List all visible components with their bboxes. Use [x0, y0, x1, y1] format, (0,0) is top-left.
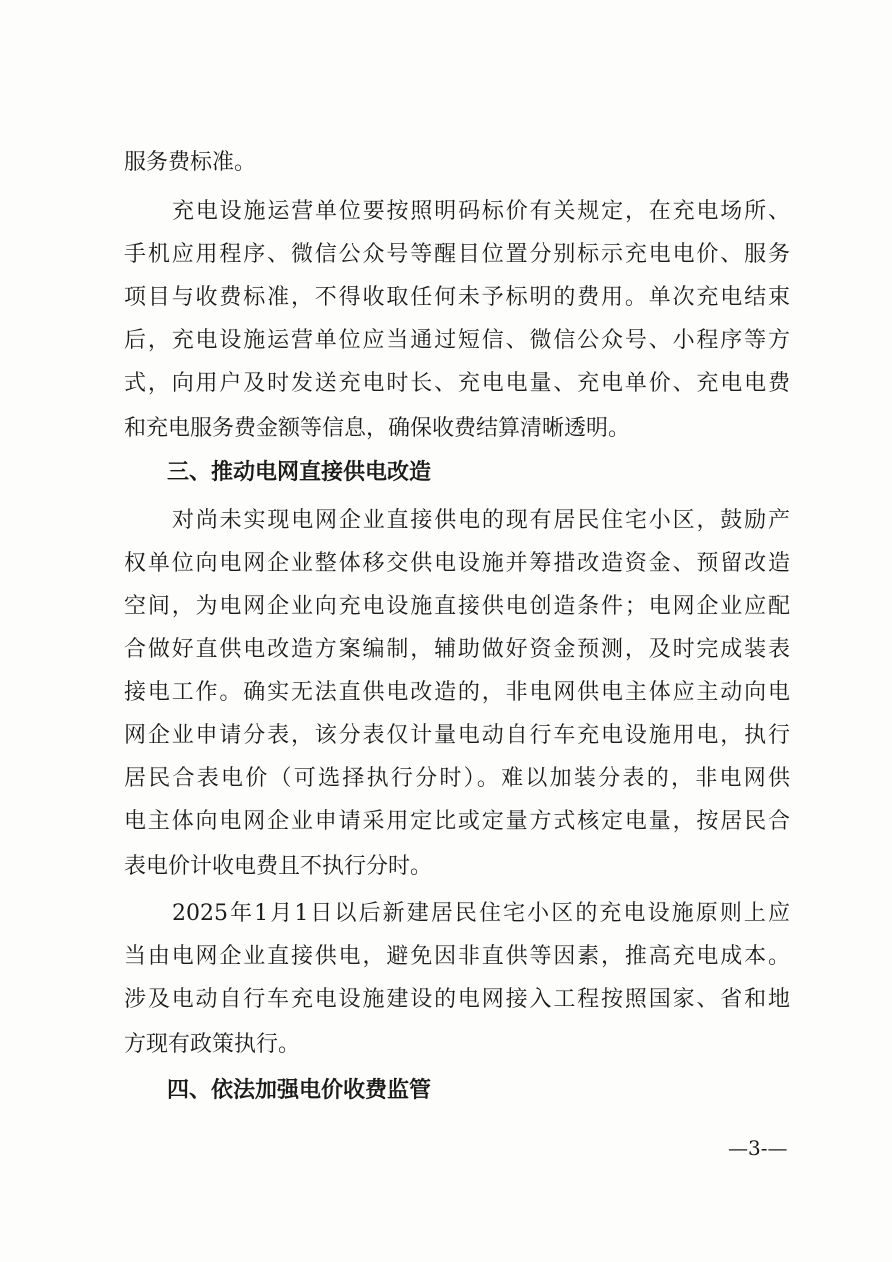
section-heading: 四、依法加强电价收费监管 [167, 1078, 432, 1103]
paragraph-line: 项目与收费标准，不得收取任何未予标明的费用。单次充电结束 [124, 285, 790, 310]
paragraph-line: 涉及电动自行车充电设施建设的电网接入工程按照国家、省和地 [124, 987, 790, 1012]
paragraph-line: 当由电网企业直接供电，避免因非直供等因素，推高充电成本。 [124, 944, 790, 969]
paragraph-line: 服务费标准。 [124, 150, 257, 175]
paragraph-line: 2025年1月1日以后新建居民住宅小区的充电设施原则上应 [172, 901, 790, 926]
paragraph-line: 合做好直供电改造方案编制，辅助做好资金预测，及时完成装表 [124, 637, 790, 662]
paragraph-line: 空间，为电网企业向充电设施直接供电创造条件；电网企业应配 [124, 594, 790, 619]
section-heading: 三、推动电网直接供电改造 [167, 460, 432, 485]
paragraph-line: 网企业申请分表，该分表仅计量电动自行车充电设施用电，执行 [124, 723, 790, 748]
paragraph-line: 电主体向电网企业申请采用定比或定量方式核定电量，按居民合 [124, 809, 790, 834]
paragraph-line: 充电设施运营单位要按照明码标价有关规定，在充电场所、 [172, 199, 790, 224]
paragraph-line: 对尚未实现电网企业直接供电的现有居民住宅小区，鼓励产 [172, 508, 790, 533]
paragraph-line: 权单位向电网企业整体移交供电设施并筹措改造资金、预留改造 [124, 551, 790, 576]
paragraph-line: 后，充电设施运营单位应当通过短信、微信公众号、小程序等方 [124, 328, 790, 353]
page-number: —3-— [728, 1136, 788, 1160]
paragraph-line: 式，向用户及时发送充电时长、充电电量、充电单价、充电电费 [124, 371, 790, 396]
paragraph-line: 手机应用程序、微信公众号等醒目位置分别标示充电电价、服务 [124, 242, 790, 267]
paragraph-line: 居民合表电价（可选择执行分时）。难以加装分表的，非电网供 [124, 766, 790, 791]
paragraph-line: 表电价计收电费且不执行分时。 [124, 854, 433, 879]
paragraph-line: 和充电服务费金额等信息，确保收费结算清晰透明。 [124, 416, 631, 441]
paragraph-line: 接电工作。确实无法直供电改造的，非电网供电主体应主动向电 [124, 680, 790, 705]
paragraph-line: 方现有政策执行。 [124, 1032, 301, 1057]
